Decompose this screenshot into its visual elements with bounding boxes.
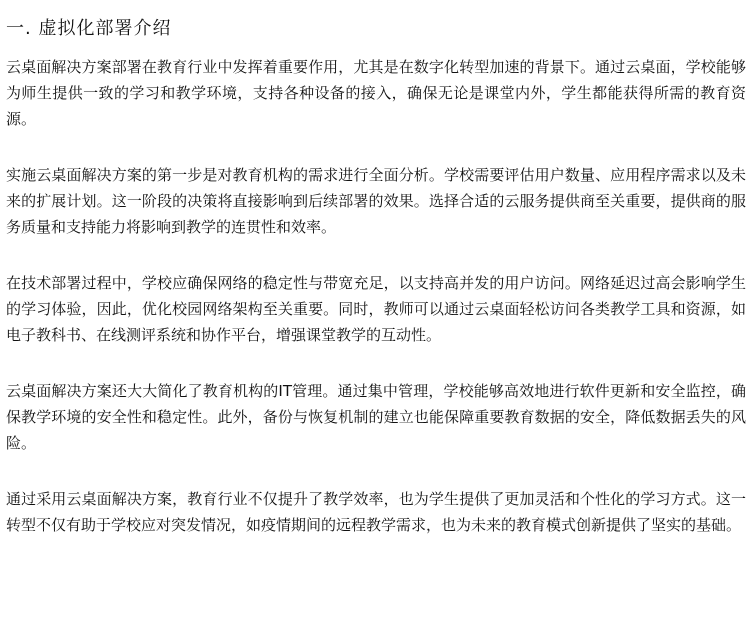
paragraph-it-management: 云桌面解决方案还大大简化了教育机构的IT管理。通过集中管理，学校能够高效地进行软件更新和安全监控，确保教学环境的安全性和稳定性。此外，备份与恢复机制的建立也能保障重要教育数据的安全，降低数据丢失的风险。	[6, 382, 746, 452]
paragraph-conclusion: 通过采用云桌面解决方案，教育行业不仅提升了教学效率，也为学生提供了更加灵活和个性化的学习方式。这一转型不仅有助于学校应对突发情况，如疫情期间的远程教学需求，也为未来的教育模式创新提供了坚实的基础。	[6, 490, 746, 534]
paragraph-needs-analysis: 实施云桌面解决方案的第一步是对教育机构的需求进行全面分析。学校需要评估用户数量、应用程序需求以及未来的扩展计划。这一阶段的决策将直接影响到后续部署的效果。选择合适的云服务提供商至关重要，提供商的服务质量和支持能力将影响到教学的连贯性和效率。	[6, 166, 746, 236]
paragraph-technical-deployment: 在技术部署过程中，学校应确保网络的稳定性与带宽充足，以支持高并发的用户访问。网络延迟过高会影响学生的学习体验，因此，优化校园网络架构至关重要。同时，教师可以通过云桌面轻松访问各类教学工具和资源，如电子教科书、在线测评系统和协作平台，增强课堂教学的互动性。	[6, 274, 746, 344]
paragraph-overview: 云桌面解决方案部署在教育行业中发挥着重要作用，尤其是在数字化转型加速的背景下。通过云桌面，学校能够为师生提供一致的学习和教学环境，支持各种设备的接入，确保无论是课堂内外，学生都能获得所需的教育资源。	[6, 58, 746, 128]
section-heading: 一. 虚拟化部署介绍	[6, 18, 172, 39]
document-page	[6, 14, 746, 568]
